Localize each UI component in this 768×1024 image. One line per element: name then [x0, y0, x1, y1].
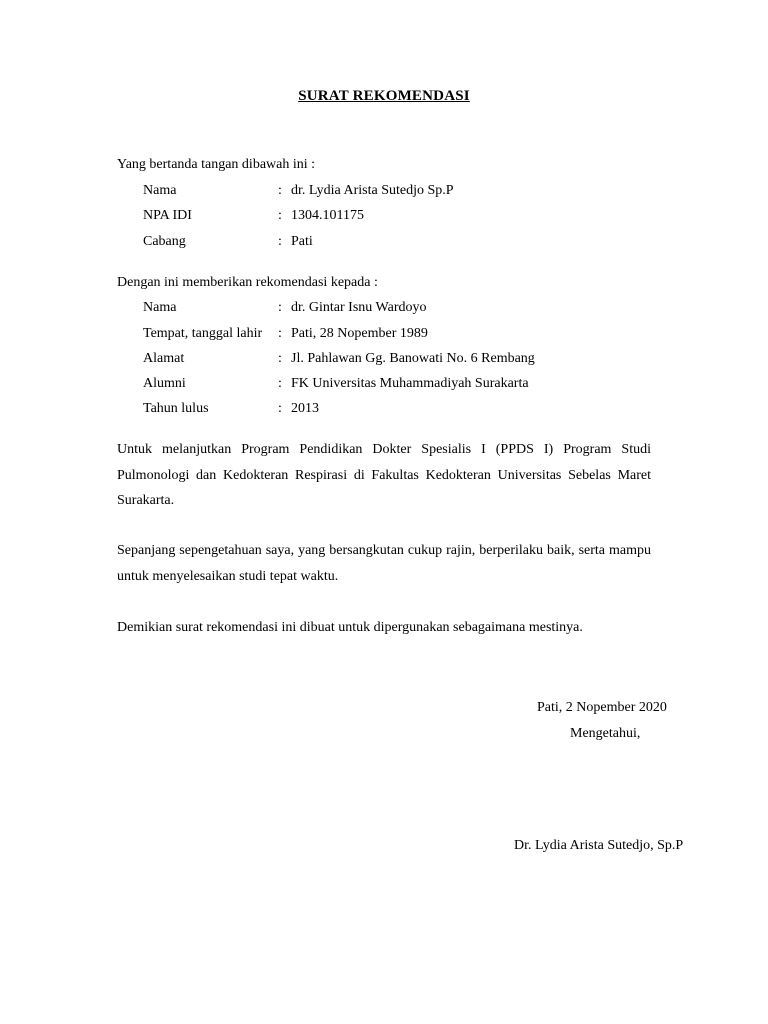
field-label: Tahun lulus [143, 401, 209, 416]
field-label: Alamat [143, 351, 185, 366]
field-colon: : [278, 208, 282, 223]
field-value: Jl. Pahlawan Gg. Banowati No. 6 Rembang [291, 351, 535, 366]
field-value: FK Universitas Muhammadiyah Surakarta [291, 376, 529, 391]
field-colon: : [278, 401, 282, 416]
acknowledged-label: Mengetahui, [570, 726, 641, 741]
field-colon: : [278, 234, 282, 249]
field-value: 2013 [291, 401, 319, 416]
field-colon: : [278, 376, 282, 391]
signer-name: Dr. Lydia Arista Sutedjo, Sp.P [514, 838, 684, 853]
field-label: Nama [143, 300, 177, 315]
closing-paragraph: Demikian surat rekomendasi ini dibuat untuk dipergunakan sebagaimana mestinya. [117, 620, 583, 635]
field-label: Cabang [143, 234, 186, 249]
field-label: Alumni [143, 376, 186, 391]
field-label: Nama [143, 183, 177, 198]
field-label: NPA IDI [143, 208, 192, 223]
field-colon: : [278, 300, 282, 315]
recommend-intro: Dengan ini memberikan rekomendasi kepada : [117, 275, 378, 290]
signer-intro: Yang bertanda tangan dibawah ini : [117, 157, 316, 172]
document-title: SURAT REKOMENDASI [298, 88, 470, 104]
field-colon: : [278, 326, 282, 341]
place-date: Pati, 2 Nopember 2020 [537, 700, 667, 715]
field-value: Pati [291, 234, 313, 249]
purpose-paragraph: Untuk melanjutkan Program Pendidikan Dokter Spesialis I (PPDS I) Program Studi Pulmonologi dan Kedokteran Respirasi di Fakultas Kedokteran Universitas Sebelas Maret Surakarta. [117, 442, 651, 508]
field-label: Tempat, tanggal lahir [143, 326, 263, 341]
field-colon: : [278, 351, 282, 366]
assessment-paragraph: Sepanjang sepengetahuan saya, yang bersangkutan cukup rajin, berperilaku baik, serta mampu untuk menyelesaikan studi tepat waktu. [117, 543, 651, 584]
field-value: 1304.101175 [291, 208, 364, 223]
field-value: dr. Gintar Isnu Wardoyo [291, 300, 427, 315]
field-colon: : [278, 183, 282, 198]
field-value: dr. Lydia Arista Sutedjo Sp.P [291, 183, 454, 198]
field-value: Pati, 28 Nopember 1989 [291, 326, 428, 341]
